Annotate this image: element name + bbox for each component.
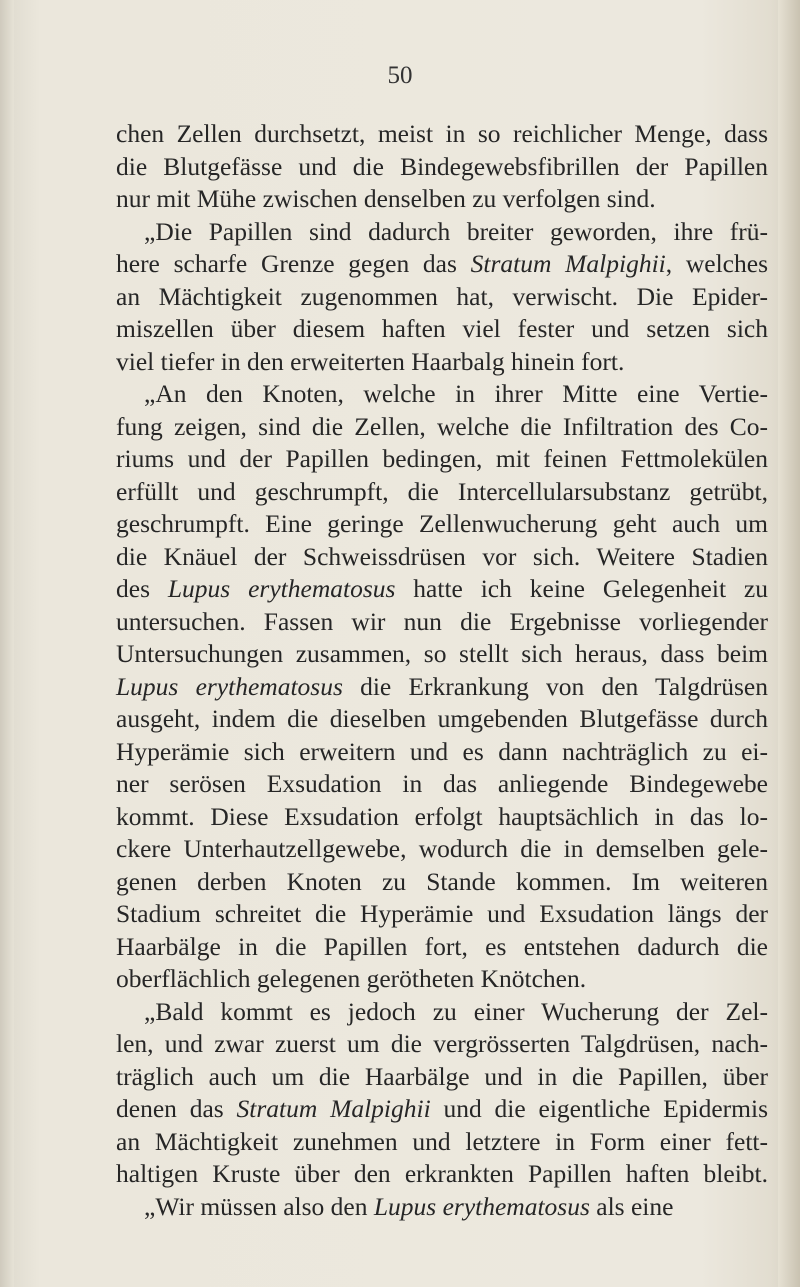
text-line: [116, 1061, 768, 1094]
text-span: Haarbälge in die Papillen fort, es entstehen dadurch die: [116, 931, 768, 961]
text-line: [116, 411, 768, 444]
text-line: [116, 216, 768, 249]
text-line: [116, 931, 768, 964]
text-span: erfüllt und geschrumpft, die Intercellularsubstanz getrübt,: [116, 476, 768, 506]
text-span: hatte ich keine Gelegenheit zu: [395, 574, 768, 603]
text-span: miszellen über diesem haften viel fester und setzen sich: [116, 314, 768, 343]
text-span: „An den Knoten, welche in ihrer Mitte eine Vertie-: [144, 379, 768, 408]
text-span: die Erkrankung von den Talgdrüsen: [342, 671, 768, 701]
text-line: [116, 281, 768, 314]
text-line: [116, 313, 768, 346]
text-span: ckere Unterhautzellgewebe, wodurch die in demselben gele-: [116, 834, 768, 863]
text-span: geschrumpft. Eine geringe Zellenwucherung geht auch um: [116, 509, 768, 538]
text-line: [116, 151, 768, 184]
text-span: an Mächtigkeit zugenommen hat, verwischt. Die Epider-: [116, 281, 768, 311]
text-span: ner serösen Exsudation in das anliegende Bindegewebe: [116, 769, 768, 798]
italic-text: Stratum Malpighii: [470, 249, 666, 278]
italic-text: Stratum Malpighii: [236, 1094, 431, 1123]
text-line: [116, 1028, 768, 1061]
text-span: here scharfe Grenze gegen das: [116, 249, 471, 278]
page-right-edge: [778, 0, 800, 1287]
text-line: [116, 508, 768, 541]
text-span: ausgeht, indem die dieselben umgebenden Blutgefässe durch: [116, 704, 768, 733]
text-span: nur mit Mühe zwischen denselben zu verfolgen sind.: [116, 184, 656, 213]
text-line: [116, 801, 768, 834]
text-line: [116, 541, 768, 574]
italic-text: Lupus erythematosus: [373, 1191, 590, 1221]
text-line: [116, 378, 768, 411]
text-span: oberflächlich gelegenen gerötheten Knötchen.: [116, 964, 587, 993]
text-span: denen das: [116, 1094, 237, 1123]
text-line: [116, 248, 768, 281]
text-span: riums und der Papillen bedingen, mit feinen Fettmolekülen: [116, 444, 768, 473]
text-line: [116, 1158, 768, 1191]
text-span: fung zeigen, sind die Zellen, welche die Infiltration des Co-: [116, 411, 768, 441]
text-span: als eine: [589, 1191, 674, 1221]
text-line: [116, 703, 768, 736]
text-line: [116, 118, 768, 151]
text-span: chen Zellen durchsetzt, meist in so reichlicher Menge, dass: [116, 119, 768, 148]
italic-text: Lupus erythematosus: [116, 671, 343, 701]
text-line: [116, 346, 768, 379]
text-line: [116, 573, 768, 606]
text-span: kommt. Diese Exsudation erfolgt hauptsächlich in das lo-: [116, 801, 768, 831]
text-span: Stadium schreitet die Hyperämie und Exsudation längs der: [116, 899, 768, 928]
page-left-edge: [0, 0, 14, 1287]
text-line: [116, 183, 768, 216]
text-line: [116, 866, 768, 899]
text-span: des: [116, 574, 168, 603]
text-span: , welches: [665, 249, 768, 278]
text-line: [116, 898, 768, 931]
text-span: len, und zwar zuerst um die vergrösserten Talgdrüsen, nach-: [116, 1029, 768, 1058]
body-text: [116, 118, 768, 1223]
text-span: viel tiefer in den erweiterten Haarbalg hinein fort.: [116, 346, 625, 376]
text-line: [116, 736, 768, 769]
text-span: und die eigentliche Epidermis: [430, 1094, 768, 1123]
text-span: die Blutgefässe und die Bindegewebsfibrillen der Papillen: [116, 151, 768, 181]
text-span: an Mächtigkeit zunehmen und letztere in Form einer fett-: [116, 1126, 768, 1156]
text-line: [116, 1093, 768, 1126]
text-line: [116, 476, 768, 509]
text-line: [116, 671, 768, 704]
text-span: die Knäuel der Schweissdrüsen vor sich. Weitere Stadien: [116, 541, 768, 571]
text-span: genen derben Knoten zu Stande kommen. Im weiteren: [116, 866, 768, 896]
text-line: [116, 963, 768, 996]
text-line: [116, 1191, 768, 1224]
text-line: [116, 833, 768, 866]
text-line: [116, 1126, 768, 1159]
text-line: [116, 606, 768, 639]
text-span: „Die Papillen sind dadurch breiter geworden, ihre frü-: [144, 216, 768, 246]
text-span: untersuchen. Fassen wir nun die Ergebnisse vorliegender: [116, 606, 768, 636]
text-span: Untersuchungen zusammen, so stellt sich heraus, dass beim: [116, 639, 768, 668]
text-span: Hyperämie sich erweitern und es dann nachträglich zu ei-: [116, 736, 768, 766]
text-line: [116, 443, 768, 476]
text-line: [116, 768, 768, 801]
text-span: „Bald kommt es jedoch zu einer Wucherung der Zel-: [144, 996, 768, 1026]
text-line: [116, 638, 768, 671]
italic-text: Lupus erythematosus: [167, 574, 396, 603]
page-number: 50: [387, 62, 413, 89]
text-span: haltigen Kruste über den erkrankten Papillen haften bleibt.: [116, 1159, 768, 1188]
text-line: [116, 996, 768, 1029]
text-span: träglich auch um die Haarbälge und in die Papillen, über: [116, 1061, 768, 1091]
text-span: „Wir müssen also den: [144, 1191, 374, 1221]
